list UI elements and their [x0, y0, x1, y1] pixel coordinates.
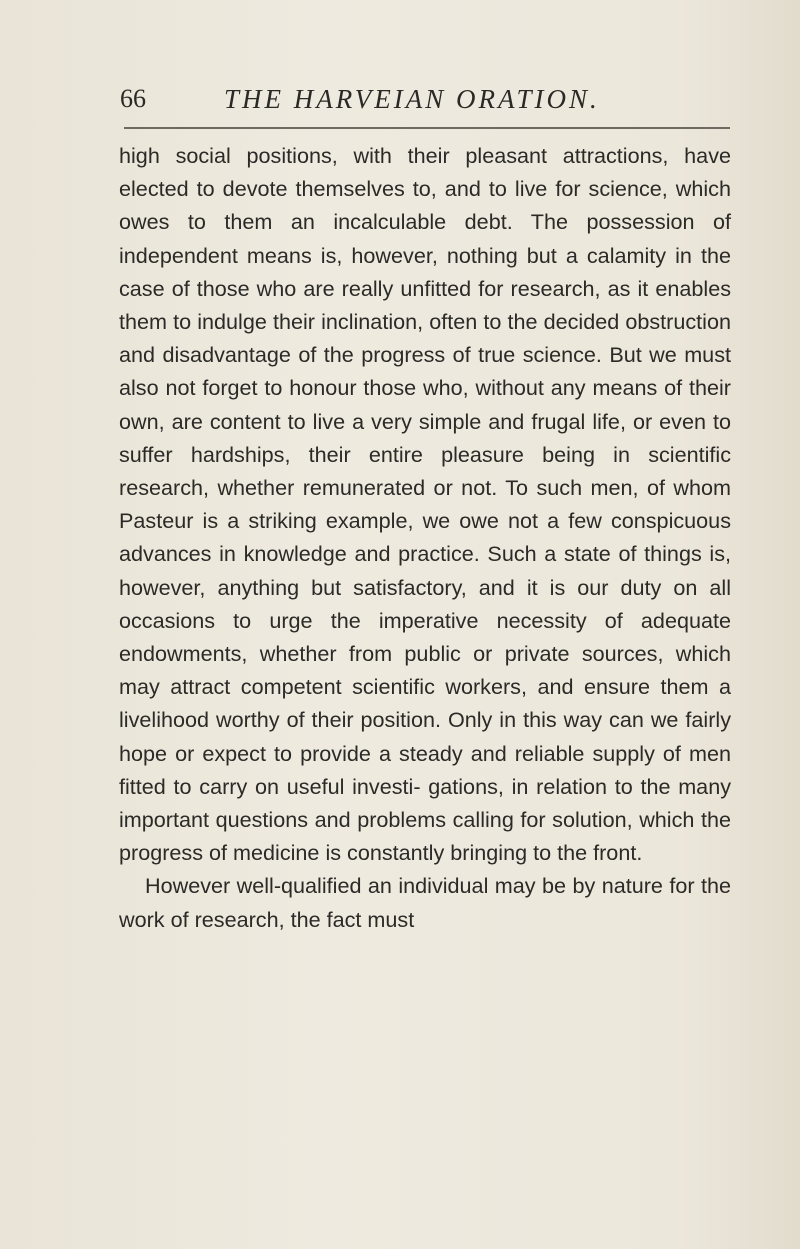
body-text	[119, 139, 731, 936]
running-title: THE HARVEIAN ORATION.	[224, 84, 600, 114]
paragraph-1: high social positions, with their pleasant attractions, have elected to devote themselves to, and to live for science, which owes to them an incalculable debt. The possession of independent means is, however, nothing but a calamity in the case of those who are really unfitted for research, as it enables them to indulge their inclination, often to the decided obstruction and disadvantage of the progress of true science. But we must also not forget to honour those who, without any means of their own, are content to live a very simple and frugal life, or even to suffer hardships, their entire pleasure being in scientific research, whether remunerated or not. To such men, of whom Pasteur is a striking example, we owe not a few conspicuous advances in knowledge and practice. Such a state of things is, however, anything but satisfactory, and it is our duty on all occasions to urge the imperative necessity of adequate endowments, whether from public or private sources, which may attract competent scientific workers, and ensure them a livelihood worthy of their position. Only in this way can we fairly hope or expect to provide a steady and reliable supply of men fitted to carry on useful investi- gations, in relation to the many important questions and problems calling for solution, which the progress of medicine is constantly bringing to the front.	[119, 143, 731, 866]
page-number: 66	[120, 84, 146, 113]
header-rule	[124, 127, 730, 129]
paragraph-2: However well-qualified an individual may be by nature for the work of research, the fact must	[119, 873, 731, 932]
running-head	[120, 84, 740, 124]
